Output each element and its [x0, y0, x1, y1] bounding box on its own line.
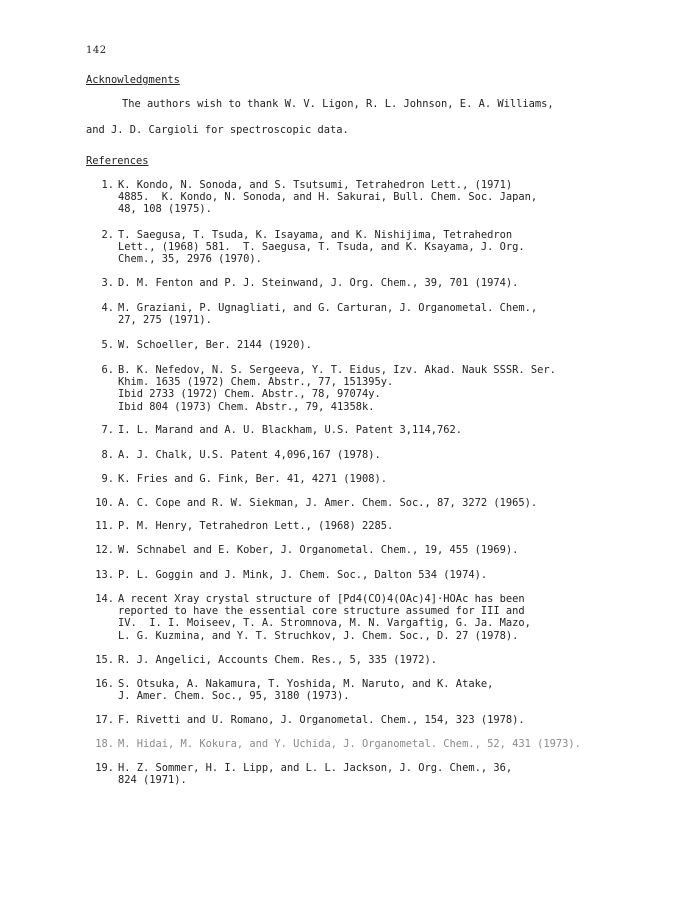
reference-text	[118, 593, 623, 642]
reference-line: W. Schoeller, Ber. 2144 (1920).	[118, 339, 312, 351]
reference-text	[118, 762, 623, 786]
reference-line: 4885. K. Kondo, N. Sonoda, and H. Sakurai, Bull. Chem. Soc. Japan,	[118, 191, 538, 204]
reference-number: 17.	[95, 714, 114, 726]
reference-line: A. C. Cope and R. W. Siekman, J. Amer. Chem. Soc., 87, 3272 (1965).	[118, 497, 538, 509]
reference-number: 2.	[101, 229, 114, 241]
reference-text	[118, 678, 623, 702]
reference-text	[118, 654, 623, 666]
reference-number: 9.	[101, 473, 114, 485]
reference-line: 48, 108 (1975).	[118, 203, 212, 216]
reference-text	[118, 714, 623, 726]
reference-number: 16.	[95, 678, 114, 690]
reference-number: 14.	[95, 593, 114, 605]
reference-line: IV. I. I. Moiseev, T. A. Stromnova, M. N. Vargaftig, G. Ja. Mazo,	[118, 617, 531, 630]
reference-text	[118, 364, 623, 413]
reference-line: 824 (1971).	[118, 774, 187, 787]
reference-number: 10.	[95, 497, 114, 509]
reference-line: R. J. Angelici, Accounts Chem. Res., 5, 335 (1972).	[118, 654, 438, 666]
reference-number: 11.	[95, 520, 114, 532]
reference-number: 15.	[95, 654, 114, 666]
reference-line: K. Kondo, N. Sonoda, and S. Tsutsumi, Tetrahedron Lett., (1971)	[118, 179, 513, 191]
acknowledgments-line-1: The authors wish to thank W. V. Ligon, R. L. Johnson, E. A. Williams,	[122, 98, 554, 110]
references-heading: References	[86, 155, 149, 167]
reference-number: 19.	[95, 762, 114, 774]
reference-number: 5.	[101, 339, 114, 351]
reference-text	[118, 473, 623, 485]
reference-line: M. Hidai, M. Kokura, and Y. Uchida, J. Organometal. Chem., 52, 431 (1973).	[118, 738, 581, 750]
reference-line: A recent Xray crystal structure of [Pd4(CO)4(OAc)4]·HOAc has been	[118, 593, 525, 605]
reference-line: P. M. Henry, Tetrahedron Lett., (1968) 2285.	[118, 520, 394, 532]
reference-line: reported to have the essential core structure assumed for III and	[118, 605, 525, 618]
reference-text	[118, 339, 623, 351]
reference-line: Chem., 35, 2976 (1970).	[118, 253, 262, 266]
reference-line: D. M. Fenton and P. J. Steinwand, J. Org. Chem., 39, 701 (1974).	[118, 277, 519, 289]
reference-text	[118, 569, 623, 581]
acknowledgments-line-2: and J. D. Cargioli for spectroscopic data.	[86, 124, 349, 136]
acknowledgments-heading: Acknowledgments	[86, 74, 180, 86]
reference-text	[118, 544, 623, 556]
reference-line: A. J. Chalk, U.S. Patent 4,096,167 (1978).	[118, 449, 381, 461]
reference-number: 6.	[101, 364, 114, 376]
reference-text	[118, 520, 623, 532]
reference-text	[118, 449, 623, 461]
reference-text	[118, 277, 623, 289]
reference-line: B. K. Nefedov, N. S. Sergeeva, Y. T. Eidus, Izv. Akad. Nauk SSSR. Ser.	[118, 364, 556, 376]
reference-line: L. G. Kuzmina, and Y. T. Struchkov, J. Chem. Soc., D. 27 (1978).	[118, 629, 519, 642]
reference-text	[118, 179, 623, 216]
reference-number: 7.	[101, 424, 114, 436]
reference-line: K. Fries and G. Fink, Ber. 41, 4271 (1908).	[118, 473, 387, 485]
reference-line: H. Z. Sommer, H. I. Lipp, and L. L. Jackson, J. Org. Chem., 36,	[118, 762, 513, 774]
reference-number: 13.	[95, 569, 114, 581]
page-number: 142	[86, 45, 107, 56]
reference-line: Khim. 1635 (1972) Chem. Abstr., 77, 151395y.	[118, 376, 394, 389]
reference-number: 3.	[101, 277, 114, 289]
reference-line: P. L. Goggin and J. Mink, J. Chem. Soc., Dalton 534 (1974).	[118, 569, 488, 581]
reference-line: Ibid 804 (1973) Chem. Abstr., 79, 41358k.	[118, 400, 375, 413]
reference-number: 1.	[101, 179, 114, 191]
reference-number: 12.	[95, 544, 114, 556]
reference-text	[118, 229, 623, 266]
reference-line: Lett., (1968) 581. T. Saegusa, T. Tsuda, and K. Ksayama, J. Org.	[118, 241, 525, 254]
reference-number: 8.	[101, 449, 114, 461]
reference-line: W. Schnabel and E. Kober, J. Organometal. Chem., 19, 455 (1969).	[118, 544, 519, 556]
reference-line: Ibid 2733 (1972) Chem. Abstr., 78, 97074y.	[118, 388, 381, 401]
reference-line: F. Rivetti and U. Romano, J. Organometal. Chem., 154, 323 (1978).	[118, 714, 525, 726]
reference-line: T. Saegusa, T. Tsuda, K. Isayama, and K. Nishijima, Tetrahedron	[118, 229, 513, 241]
reference-line: S. Otsuka, A. Nakamura, T. Yoshida, M. Naruto, and K. Atake,	[118, 678, 494, 690]
reference-number: 4.	[101, 302, 114, 314]
reference-text	[118, 738, 623, 750]
reference-line: M. Graziani, P. Ugnagliati, and G. Carturan, J. Organometal. Chem.,	[118, 302, 538, 314]
reference-number: 18.	[95, 738, 114, 750]
reference-text	[118, 424, 623, 436]
reference-line: 27, 275 (1971).	[118, 314, 212, 327]
reference-text	[118, 302, 623, 326]
reference-line: J. Amer. Chem. Soc., 95, 3180 (1973).	[118, 690, 350, 703]
reference-line: I. L. Marand and A. U. Blackham, U.S. Patent 3,114,762.	[118, 424, 463, 436]
reference-text	[118, 497, 623, 509]
